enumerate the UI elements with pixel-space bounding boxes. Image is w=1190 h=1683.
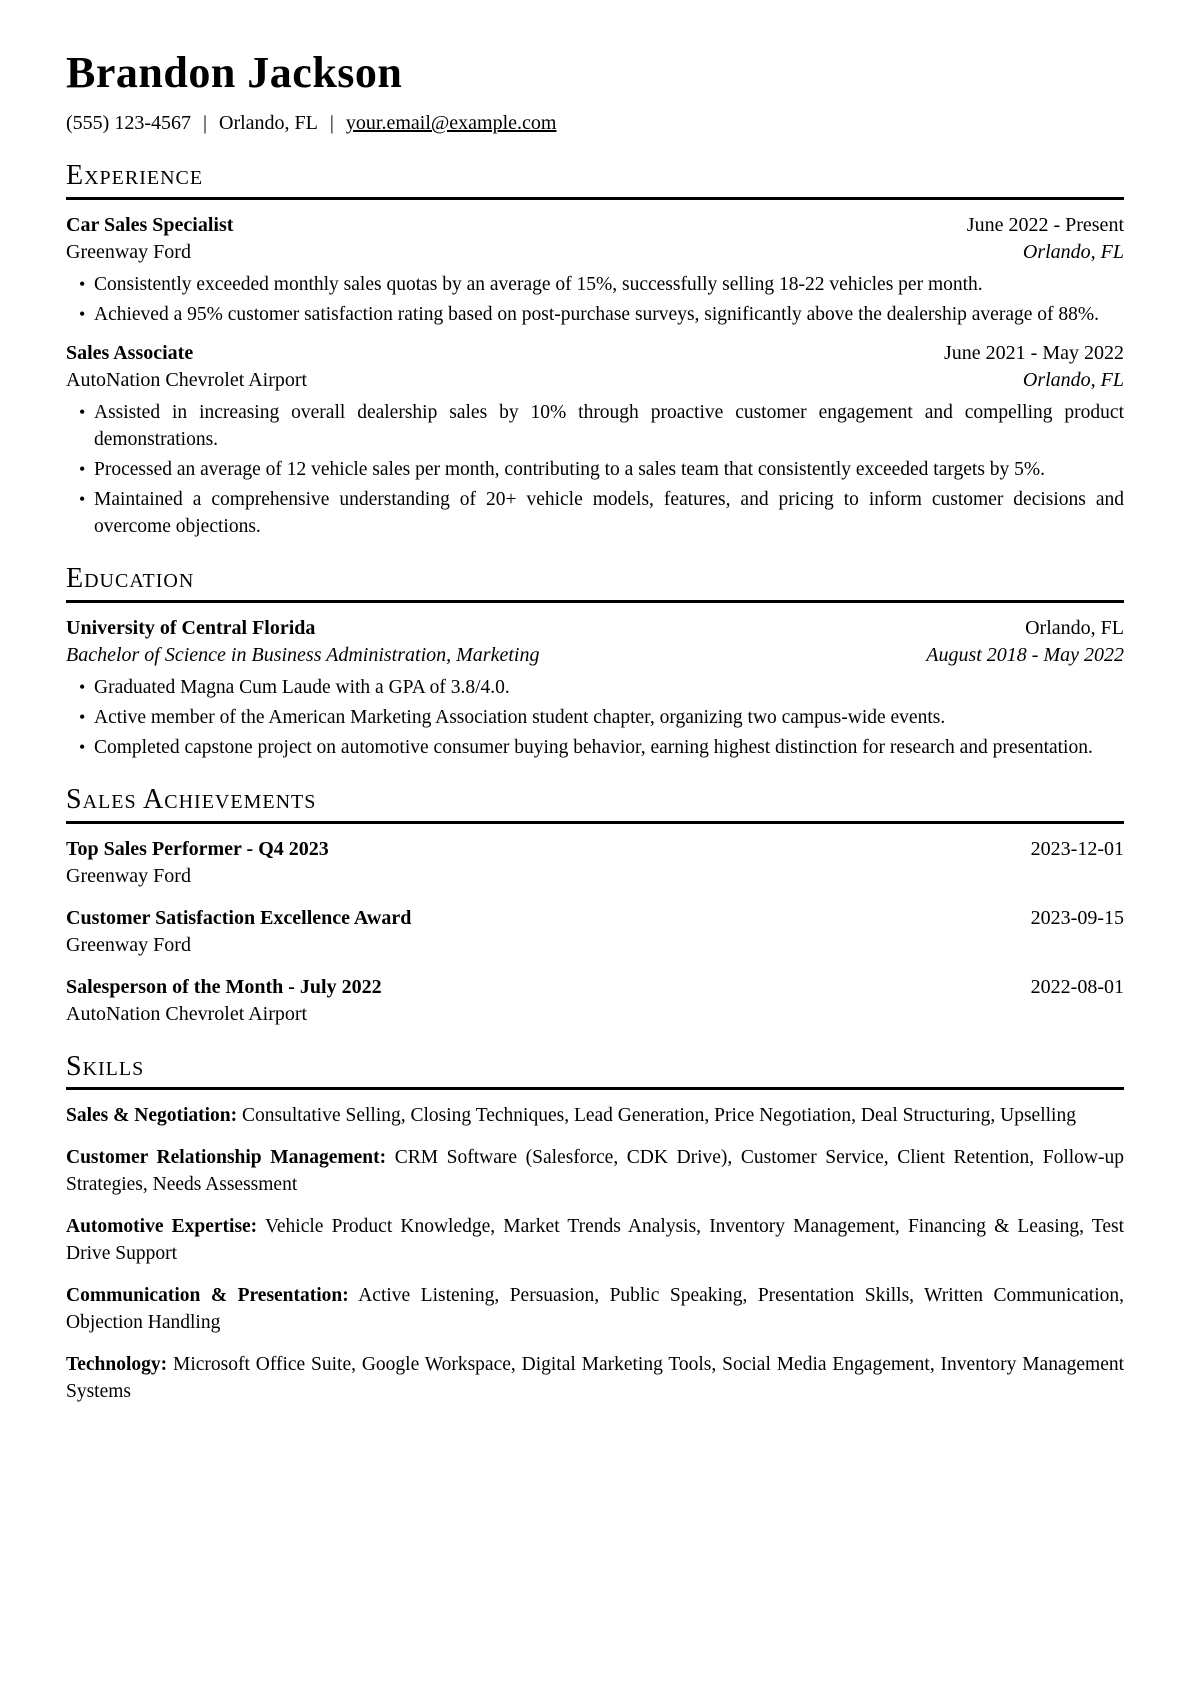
education-dates: August 2018 - May 2022 [926, 643, 1124, 666]
section-title-experience: Experience [66, 160, 204, 192]
job-title: Car Sales Specialist [66, 213, 234, 236]
skill-category-label: Sales & Negotiation: [66, 1105, 238, 1127]
skill-items: Consultative Selling, Closing Techniques, Lead Generation, Price Negotiation, Deal Structuring, Upselling [242, 1105, 1076, 1127]
location-text: Orlando, FL [219, 112, 318, 135]
bullet-marker: • [79, 458, 86, 479]
bullet-text: Maintained a comprehensive understanding of 20+ vehicle models, features, and pricing to inform customer decisions and overcome objections. [94, 488, 1124, 537]
bullet-marker: • [79, 488, 86, 509]
skill-group [66, 1351, 1124, 1405]
bullet-text: Assisted in increasing overall dealership sales by 10% through proactive customer engagement and compelling product demonstrations. [94, 401, 1124, 450]
achievement-entry [66, 905, 1124, 959]
job-entry [66, 212, 1124, 328]
separator-bar: | [329, 112, 334, 135]
job-company: AutoNation Chevrolet Airport [66, 368, 308, 391]
job-dates: June 2021 - May 2022 [944, 341, 1124, 364]
bullet-marker: • [79, 273, 86, 294]
achievement-entry [66, 836, 1124, 890]
bullet-text: Completed capstone project on automotive consumer buying behavior, earning highest distinction for research and presentation. [94, 736, 1093, 758]
achievement-entry [66, 974, 1124, 1028]
bullet-item [66, 456, 1124, 483]
bullet-item [66, 734, 1124, 761]
bullet-item [66, 704, 1124, 731]
achievement-title: Top Sales Performer - Q4 2023 [66, 837, 329, 860]
achievement-title: Salesperson of the Month - July 2022 [66, 975, 382, 998]
education-bullet-list [66, 674, 1124, 761]
job-entry [66, 340, 1124, 540]
achievement-title: Customer Satisfaction Excellence Award [66, 906, 412, 929]
job-company: Greenway Ford [66, 240, 191, 263]
candidate-name: Brandon Jackson [66, 48, 403, 97]
job-bullet-list [66, 271, 1124, 328]
separator-bar: | [202, 112, 207, 135]
job-dates: June 2022 - Present [966, 213, 1124, 236]
skill-items: Microsoft Office Suite, Google Workspace, Digital Marketing Tools, Social Media Engagement, Inventory Management Systems [66, 1354, 1125, 1403]
contact-line [66, 110, 1124, 137]
achievement-org: AutoNation Chevrolet Airport [66, 1002, 308, 1025]
skill-category-label: Automotive Expertise: [66, 1216, 258, 1238]
bullet-item [66, 399, 1124, 453]
skill-category-label: Communication & Presentation: [66, 1285, 349, 1307]
section-title-skills: Skills [66, 1050, 145, 1082]
achievement-date: 2023-09-15 [1030, 906, 1124, 929]
bullet-item [66, 271, 1124, 298]
bullet-text: Consistently exceeded monthly sales quotas by an average of 15%, successfully selling 18-22 vehicles per month. [94, 273, 983, 295]
phone-number: (555) 123-4567 [66, 112, 191, 135]
skill-group [66, 1144, 1124, 1198]
bullet-marker: • [79, 736, 86, 757]
skill-group [66, 1282, 1124, 1336]
bullet-item [66, 301, 1124, 328]
email-link[interactable]: your.email@example.com [345, 112, 557, 135]
bullet-text: Active member of the American Marketing Association student chapter, organizing two campus-wide events. [94, 706, 946, 728]
school-location: Orlando, FL [1025, 616, 1124, 639]
skill-items: CRM Software (Salesforce, CDK Drive), Customer Service, Client Retention, Follow-up Strategies, Needs Assessment [66, 1147, 1124, 1196]
bullet-item [66, 486, 1124, 540]
bullet-text: Processed an average of 12 vehicle sales per month, contributing to a sales team that consistently exceeded targets by 5%. [94, 458, 1046, 480]
degree-title: Bachelor of Science in Business Administration, Marketing [66, 643, 540, 666]
bullet-text: Graduated Magna Cum Laude with a GPA of 3.8/4.0. [94, 676, 510, 698]
job-location: Orlando, FL [1022, 240, 1124, 263]
achievement-date: 2022-08-01 [1030, 975, 1124, 998]
school-name: University of Central Florida [66, 616, 316, 639]
skill-group [66, 1213, 1124, 1267]
section-rule [66, 600, 1124, 603]
achievement-org: Greenway Ford [66, 933, 191, 956]
job-location: Orlando, FL [1022, 368, 1124, 391]
bullet-marker: • [79, 676, 86, 697]
bullet-text: Achieved a 95% customer satisfaction rating based on post-purchase surveys, significantly above the dealership average of 88%. [94, 303, 1100, 325]
bullet-item [66, 674, 1124, 701]
section-rule [66, 821, 1124, 824]
skill-items: Vehicle Product Knowledge, Market Trends Analysis, Inventory Management, Financing & Leasing, Test Drive Support [66, 1216, 1124, 1265]
job-title: Sales Associate [66, 341, 194, 364]
section-rule [66, 1087, 1124, 1090]
section-rule [66, 197, 1124, 200]
job-bullet-list [66, 399, 1124, 540]
skill-category-label: Customer Relationship Management: [66, 1147, 387, 1169]
skill-category-label: Technology: [66, 1354, 168, 1376]
achievement-date: 2023-12-01 [1030, 837, 1124, 860]
bullet-marker: • [79, 401, 86, 422]
education-entry [66, 615, 1124, 761]
section-title-education: Education [66, 562, 195, 594]
bullet-marker: • [79, 706, 86, 727]
section-title-achievements: Sales Achievements [66, 783, 317, 815]
achievement-org: Greenway Ford [66, 864, 191, 887]
bullet-marker: • [79, 303, 86, 324]
skill-items: Active Listening, Persuasion, Public Speaking, Presentation Skills, Written Communication, Objection Handling [66, 1285, 1124, 1334]
skill-group [66, 1102, 1124, 1129]
